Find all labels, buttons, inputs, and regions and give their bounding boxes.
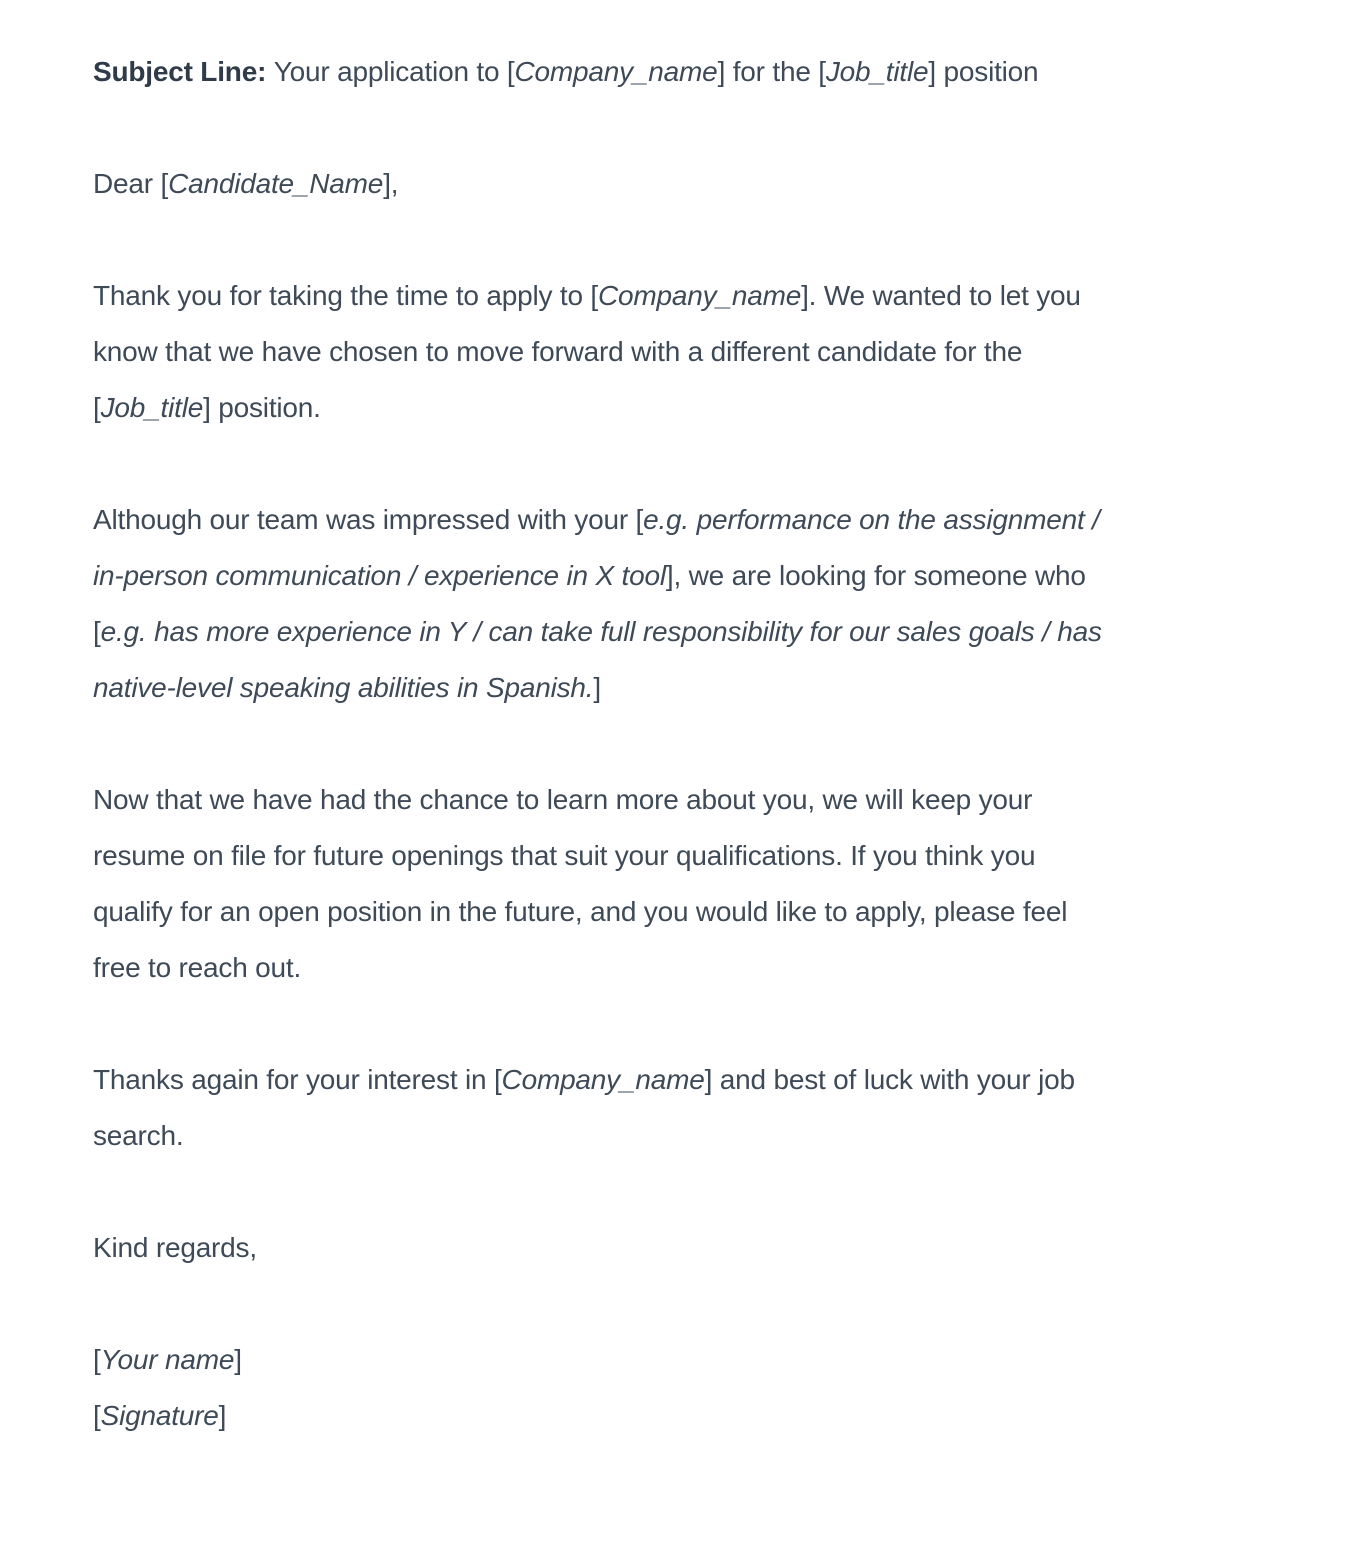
text-run-regular: Thanks again for your interest in [ — [93, 1064, 502, 1095]
text-run-regular: ]. We wanted to let you — [801, 280, 1081, 311]
text-run-italic: Candidate_Name — [168, 168, 384, 199]
paragraph-thank-you — [93, 268, 1363, 436]
text-run-italic: e.g. has more experience in Y / can take full responsibility for our sales goals / has — [100, 616, 1102, 647]
text-run-regular: ] position. — [203, 392, 321, 423]
text-run-regular: Thank you for taking the time to apply to [ — [93, 280, 599, 311]
text-run-regular: [ — [93, 616, 101, 647]
text-run-regular: ], we are looking for someone who — [665, 560, 1086, 591]
text-run-regular: Although our team was impressed with your [ — [93, 504, 644, 535]
text-run-regular: search. — [93, 1120, 184, 1151]
text-run-italic: in-person communication / experience in X tool — [93, 560, 666, 591]
paragraph-best-of-luck — [93, 1052, 1363, 1164]
text-run-italic: Company_name — [514, 56, 718, 87]
text-run-bold: Subject Line: — [93, 56, 274, 87]
text-run-regular: [ — [93, 392, 101, 423]
text-run-italic: Your name — [100, 1344, 235, 1375]
text-run-regular: ] — [218, 1400, 227, 1431]
paragraph-resume-on-file — [93, 772, 1363, 996]
text-run-regular: ] and best of luck with your job — [704, 1064, 1075, 1095]
text-run-italic: Job_title — [100, 392, 204, 423]
text-run-italic: Signature — [100, 1400, 219, 1431]
text-run-italic: Company_name — [501, 1064, 705, 1095]
text-run-regular: ] — [234, 1344, 242, 1375]
text-run-italic: Company_name — [598, 280, 802, 311]
text-run-regular: Kind regards, — [93, 1232, 257, 1263]
text-run-regular: free to reach out. — [93, 952, 302, 983]
text-run-regular: know that we have chosen to move forward with a different candidate for the — [93, 336, 1023, 367]
text-run-regular: Now that we have had the chance to learn more about you, we will keep your — [93, 784, 1033, 815]
greeting — [93, 156, 1363, 212]
text-run-regular: resume on file for future openings that suit your qualifications. If you think you — [93, 840, 1036, 871]
text-run-regular: ], — [383, 168, 399, 199]
text-run-regular: ] for the [ — [717, 56, 826, 87]
signature-block — [93, 1332, 1363, 1444]
text-run-regular: ] — [593, 672, 601, 703]
text-run-regular: Your application to [ — [273, 56, 515, 87]
subject-line — [93, 44, 1363, 100]
text-run-regular: [ — [93, 1344, 101, 1375]
text-run-regular: qualify for an open position in the future, and you would like to apply, please feel — [93, 896, 1068, 927]
text-run-italic: e.g. performance on the assignment / — [643, 504, 1100, 535]
text-run-italic: Job_title — [825, 56, 929, 87]
text-run-regular: ] position — [928, 56, 1039, 87]
paragraph-feedback — [93, 492, 1363, 716]
text-run-regular: Dear [ — [93, 168, 169, 199]
sign-off — [93, 1220, 1363, 1276]
text-run-regular: [ — [93, 1400, 101, 1431]
text-run-italic: native-level speaking abilities in Spanish. — [93, 672, 594, 703]
